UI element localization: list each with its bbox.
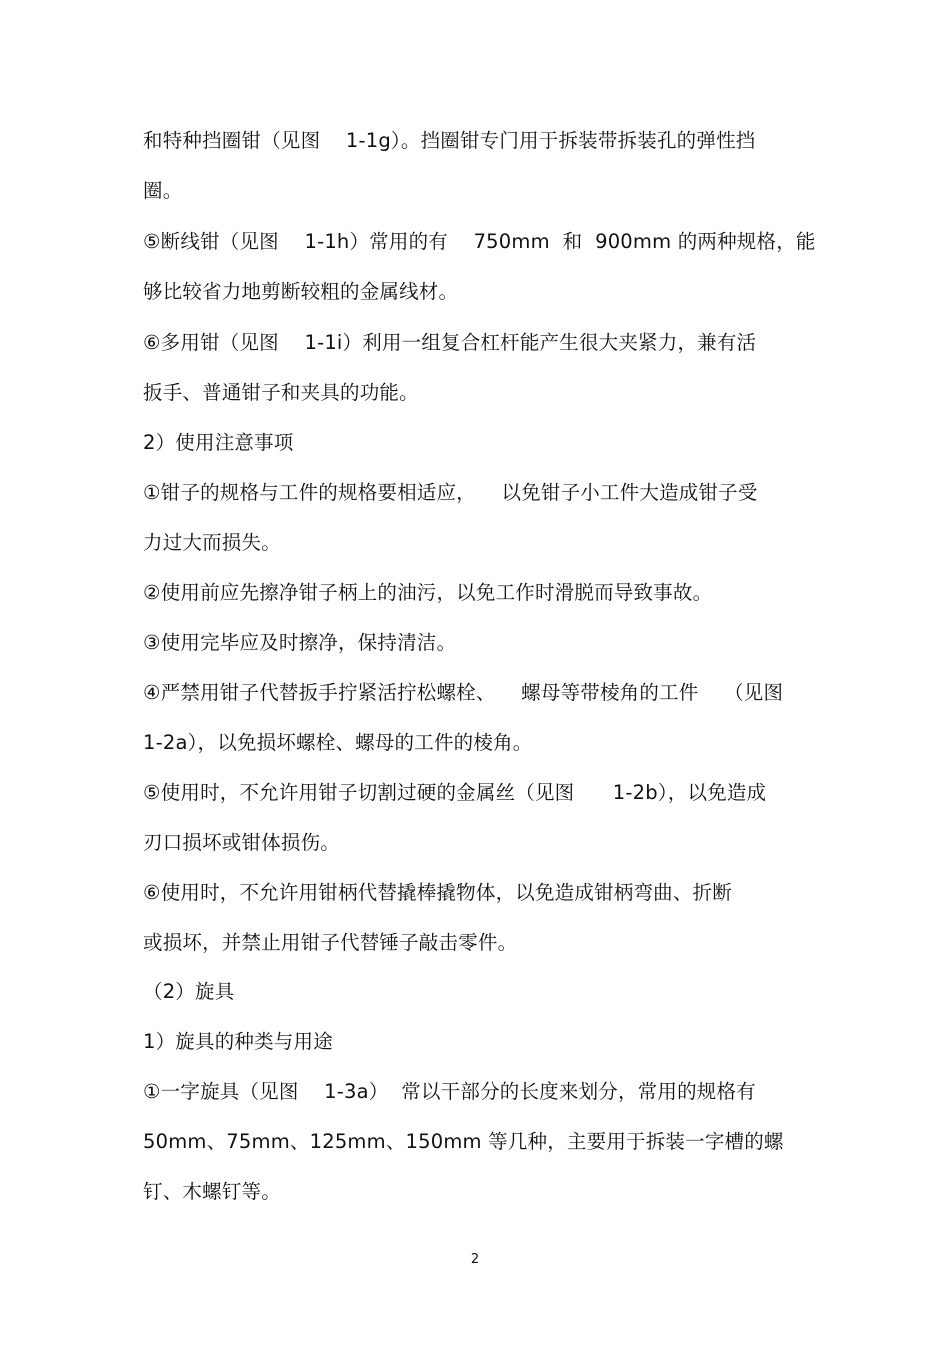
text-line: ③使用完毕应及时擦净，保持清洁。 (143, 631, 457, 654)
text-line: 扳手、普通钳子和夹具的功能。 (143, 381, 419, 404)
text-line: ⑥使用时，不允许用钳柄代替撬棒撬物体，以免造成钳柄弯曲、折断 (143, 881, 732, 904)
text-line: 够比较省力地剪断较粗的金属线材。 (143, 280, 459, 303)
text-line: ①钳子的规格与工件的规格要相适应， 以免钳子小工件大造成钳子受 (143, 481, 758, 504)
text-line: 或损坏，并禁止用钳子代替锤子敲击零件。 (143, 931, 518, 954)
section-heading: 2）使用注意事项 (143, 431, 294, 454)
text-line: 和特种挡圈钳（见图 1-1g）。挡圈钳专门用于拆装带拆装孔的弹性挡 (143, 129, 756, 152)
text-line: ⑤断线钳（见图 1-1h）常用的有 750mm 和 900mm 的两种规格，能 (143, 230, 816, 253)
text-line: 1-2a），以免损坏螺栓、螺母的工件的棱角。 (143, 731, 533, 754)
section-heading: （2）旋具 (143, 980, 235, 1003)
text-line: 刃口损坏或钳体损伤。 (143, 831, 341, 854)
subsection-heading: 1）旋具的种类与用途 (143, 1030, 333, 1053)
text-line: ②使用前应先擦净钳子柄上的油污，以免工作时滑脱而导致事故。 (143, 581, 713, 604)
text-line: ⑥多用钳（见图 1-1i）利用一组复合杠杆能产生很大夹紧力，兼有活 (143, 331, 757, 354)
text-line: 圈。 (143, 179, 183, 202)
text-line: ①一字旋具（见图 1-3a） 常以干部分的长度来划分，常用的规格有 (143, 1080, 756, 1103)
text-line: ⑤使用时，不允许用钳子切割过硬的金属丝（见图 1-2b），以免造成 (143, 781, 767, 804)
text-line: 50mm、75mm、125mm、150mm 等几种，主要用于拆装一字槽的螺 (143, 1130, 784, 1153)
page-number: 2 (470, 1252, 480, 1267)
text-line: 力过大而损失。 (143, 531, 281, 554)
text-line: 钉、木螺钉等。 (143, 1180, 281, 1203)
text-line: ④严禁用钳子代替扳手拧紧活拧松螺栓、 螺母等带棱角的工件 （见图 (143, 681, 784, 704)
